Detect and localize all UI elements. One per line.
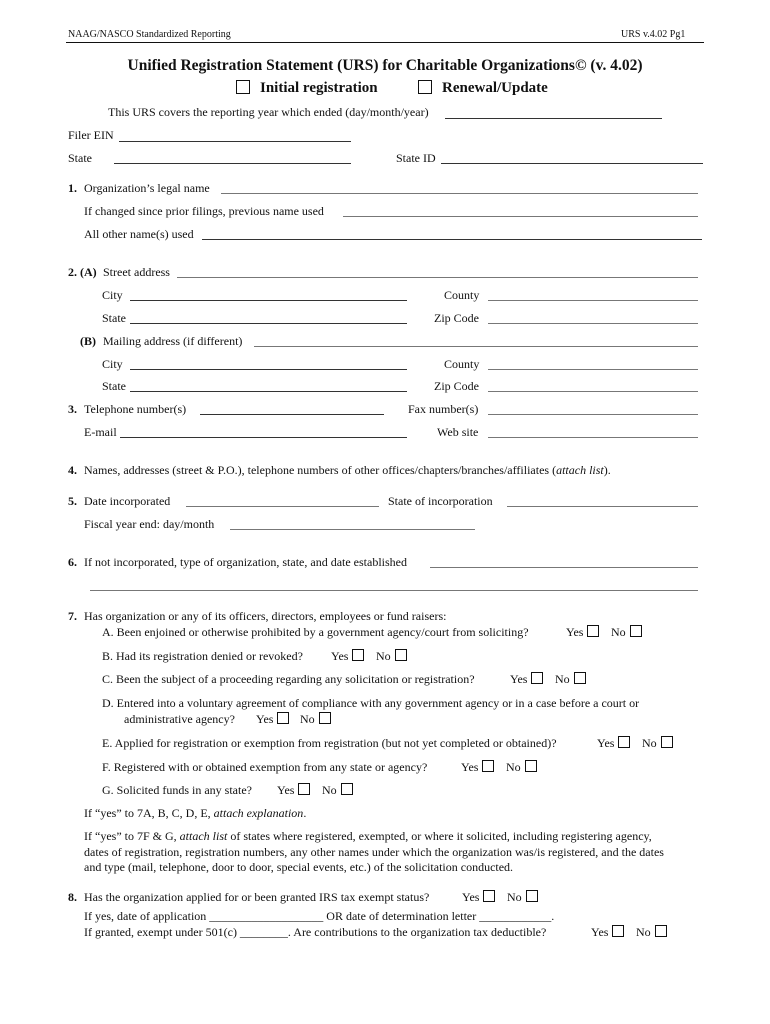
reg-option-initial[interactable]	[236, 80, 378, 97]
state-incorporation-label: State of incorporation	[388, 494, 493, 508]
initial-registration-label: Initial registration	[260, 80, 378, 96]
q8-deductible-no-checkbox[interactable]	[655, 925, 667, 937]
initial-registration-checkbox[interactable]	[236, 80, 250, 94]
q5-number: 5.	[68, 494, 77, 508]
legal-name-label: Organization’s legal name	[84, 181, 210, 195]
other-names-label: All other name(s) used	[84, 227, 194, 241]
q3-number: 3.	[68, 402, 77, 416]
email-field[interactable]	[120, 437, 407, 438]
state-label-2a: State	[102, 311, 126, 325]
q7d-yes[interactable]: Yes	[256, 712, 289, 727]
county-label: County	[444, 288, 480, 302]
fiscal-year-label: Fiscal year end: day/month	[84, 517, 215, 531]
q7d-text-line1: D. Entered into a voluntary agreement of compliance with any government agency or in a case before a court or	[102, 696, 640, 710]
fax-field[interactable]	[488, 414, 698, 415]
mailing-address-label: Mailing address (if different)	[103, 334, 243, 348]
q7e-text: E. Applied for registration or exemption from registration (but not yet completed or obtained)?	[102, 736, 557, 750]
q8-yes[interactable]: Yes	[462, 890, 495, 905]
website-label: Web site	[437, 425, 479, 439]
q7f-text: F. Registered with or obtained exemption from any state or agency?	[102, 760, 428, 774]
website-field[interactable]	[488, 437, 698, 438]
zip-label: Zip Code	[434, 311, 479, 325]
state-label: State	[68, 151, 92, 165]
date-incorporated-field[interactable]	[186, 506, 379, 507]
q2a-label: (A)	[80, 265, 97, 279]
city-label: City	[102, 288, 123, 302]
renewal-update-label: Renewal/Update	[442, 80, 548, 96]
q7a-yes-checkbox[interactable]	[587, 625, 599, 637]
q7b-yes[interactable]: Yes	[331, 649, 364, 664]
q7-note-list-line2: dates of registration, registration numbers, any other names under which the organization was/is registered, and the dates	[84, 845, 664, 859]
state-incorporation-field[interactable]	[507, 506, 698, 507]
q8-no-checkbox[interactable]	[526, 890, 538, 902]
q7b-no-checkbox[interactable]	[395, 649, 407, 661]
not-incorporated-field[interactable]	[430, 567, 698, 568]
city-field[interactable]	[130, 300, 407, 301]
telephone-label: Telephone number(s)	[84, 402, 187, 416]
q8-deductible-yes-checkbox[interactable]	[612, 925, 624, 937]
other-names-field[interactable]	[202, 239, 702, 240]
q8-application-date-line: If yes, date of application ___________________ OR date of determination letter ____________.	[84, 909, 555, 923]
q7a-text: A. Been enjoined or otherwise prohibited by a government agency/court from soliciting?	[102, 625, 529, 639]
affiliates-text: Names, addresses (street & P.O.), telephone numbers of other offices/chapters/branches/affiliates (attach list).	[84, 463, 611, 477]
q7d-no-checkbox[interactable]	[319, 712, 331, 724]
filer-ein-label: Filer EIN	[68, 128, 114, 142]
state-field-2a[interactable]	[130, 323, 407, 324]
q7g-text: G. Solicited funds in any state?	[102, 783, 252, 797]
q4-number: 4.	[68, 463, 77, 477]
q8-yes-checkbox[interactable]	[483, 890, 495, 902]
q2b-label: (B)	[80, 334, 96, 348]
q8-number: 8.	[68, 890, 77, 904]
q7d-yes-checkbox[interactable]	[277, 712, 289, 724]
q7e-no[interactable]: No	[642, 736, 673, 751]
q7a-no[interactable]: No	[611, 625, 642, 640]
q7e-yes[interactable]: Yes	[597, 736, 630, 751]
state-id-label: State ID	[396, 151, 436, 165]
state-id-field[interactable]	[441, 163, 703, 164]
q8-text: Has the organization applied for or been granted IRS tax exempt status?	[84, 890, 430, 904]
mailing-state-field[interactable]	[130, 391, 407, 392]
q7d-text-line2: administrative agency?	[124, 712, 235, 726]
zip-field[interactable]	[488, 323, 698, 324]
mailing-county-label: County	[444, 357, 480, 371]
state-field[interactable]	[114, 163, 351, 164]
q7c-no-checkbox[interactable]	[574, 672, 586, 684]
q8-exempt-line: If granted, exempt under 501(c) ________. Are contributions to the organization tax deductible?	[84, 925, 547, 939]
fiscal-year-field[interactable]	[230, 529, 475, 530]
county-field[interactable]	[488, 300, 698, 301]
q7c-yes-checkbox[interactable]	[531, 672, 543, 684]
q7b-no[interactable]: No	[376, 649, 407, 664]
mailing-zip-label: Zip Code	[434, 379, 479, 393]
q7-note-list-line3: and type (mail, telephone, door to door, special events, etc.) of the solicitation conducted.	[84, 860, 514, 874]
q7e-yes-checkbox[interactable]	[618, 736, 630, 748]
q7-intro: Has organization or any of its officers, directors, employees or fund raisers:	[84, 609, 447, 623]
q7c-text: C. Been the subject of a proceeding regarding any solicitation or registration?	[102, 672, 475, 686]
reporting-year-field[interactable]	[445, 118, 662, 119]
street-address-label: Street address	[103, 265, 170, 279]
q7f-yes-checkbox[interactable]	[482, 760, 494, 772]
fax-label: Fax number(s)	[408, 402, 479, 416]
header-right: URS v.4.02 Pg1	[621, 29, 686, 40]
q8-deductible-no[interactable]: No	[636, 925, 667, 940]
q7f-no-checkbox[interactable]	[525, 760, 537, 772]
q2-number: 2.	[68, 265, 77, 279]
filer-ein-field[interactable]	[119, 141, 351, 142]
q7g-no[interactable]: No	[322, 783, 353, 798]
q7f-no[interactable]: No	[506, 760, 537, 775]
street-address-field[interactable]	[177, 277, 698, 278]
q7g-yes[interactable]: Yes	[277, 783, 310, 798]
previous-name-field[interactable]	[343, 216, 698, 217]
date-incorporated-label: Date incorporated	[84, 494, 171, 508]
q8-deductible-yes[interactable]: Yes	[591, 925, 624, 940]
previous-name-label: If changed since prior filings, previous name used	[84, 204, 324, 218]
form-title: Unified Registration Statement (URS) for Charitable Organizations© (v. 4.02)	[127, 57, 643, 74]
q7d-no[interactable]: No	[300, 712, 331, 727]
q7a-no-checkbox[interactable]	[630, 625, 642, 637]
not-incorporated-label: If not incorporated, type of organization, state, and date established	[84, 555, 408, 569]
q7-number: 7.	[68, 609, 77, 623]
q7a-yes[interactable]: Yes	[566, 625, 599, 640]
q7e-no-checkbox[interactable]	[661, 736, 673, 748]
q6-number: 6.	[68, 555, 77, 569]
header-rule	[66, 42, 704, 43]
q7c-yes[interactable]: Yes	[510, 672, 543, 687]
q1-number: 1.	[68, 181, 77, 195]
q7c-no[interactable]: No	[555, 672, 586, 687]
q7f-yes[interactable]: Yes	[461, 760, 494, 775]
mailing-address-field[interactable]	[254, 346, 698, 347]
q7g-no-checkbox[interactable]	[341, 783, 353, 795]
legal-name-field[interactable]	[221, 193, 698, 194]
email-label: E-mail	[84, 425, 117, 439]
mailing-city-label: City	[102, 357, 123, 371]
header-left: NAAG/NASCO Standardized Reporting	[68, 29, 231, 40]
q7b-text: B. Had its registration denied or revoked?	[102, 649, 303, 663]
renewal-update-checkbox[interactable]	[418, 80, 432, 94]
q7g-yes-checkbox[interactable]	[298, 783, 310, 795]
q7-note-list-line1: If “yes” to 7F & G, attach list of states where registered, exempted, or where it solicited, including registering agency,	[84, 829, 652, 843]
not-incorporated-field-2[interactable]	[90, 590, 698, 591]
mailing-city-field[interactable]	[130, 369, 407, 370]
telephone-field[interactable]	[200, 414, 384, 415]
q7-note-explanation: If “yes” to 7A, B, C, D, E, attach explanation.	[84, 806, 307, 820]
q7b-yes-checkbox[interactable]	[352, 649, 364, 661]
q8-no[interactable]: No	[507, 890, 538, 905]
reg-option-renewal[interactable]	[418, 80, 548, 97]
reporting-year-label: This URS covers the reporting year which ended (day/month/year)	[108, 105, 429, 119]
mailing-county-field[interactable]	[488, 369, 698, 370]
mailing-zip-field[interactable]	[488, 391, 698, 392]
mailing-state-label: State	[102, 379, 126, 393]
